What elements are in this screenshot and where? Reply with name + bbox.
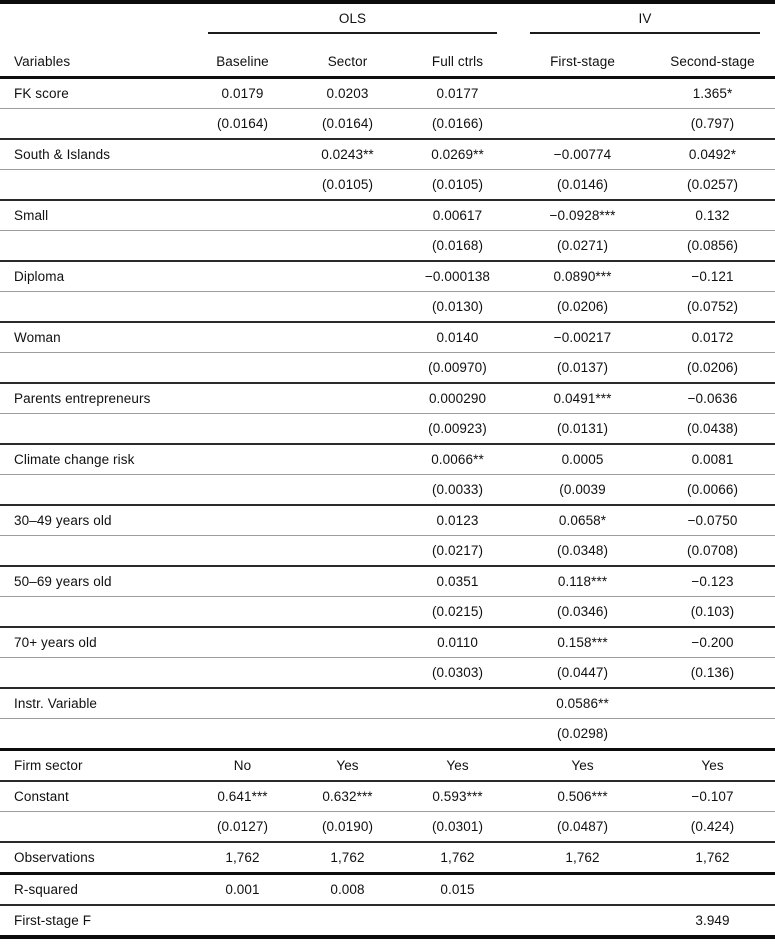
- cell: 0.632***: [295, 781, 400, 812]
- row-label: [0, 597, 190, 628]
- column-group-iv-label: IV: [638, 11, 652, 26]
- cell: [190, 688, 295, 719]
- row-label: First-stage F: [0, 905, 190, 937]
- cell: [295, 231, 400, 262]
- col-header-second-stage: Second-stage: [650, 46, 775, 78]
- cell: 0.0110: [400, 627, 515, 658]
- row-label: Constant: [0, 781, 190, 812]
- cell: [515, 78, 650, 109]
- table-row-observations: [0, 842, 775, 874]
- table-row-se: [0, 231, 775, 262]
- cell: [190, 658, 295, 689]
- table-row-climate-change-risk: [0, 444, 775, 475]
- table-row-small: [0, 200, 775, 231]
- cell: (0.0066): [650, 475, 775, 506]
- cell: [400, 719, 515, 750]
- row-label: Instr. Variable: [0, 688, 190, 719]
- row-label: [0, 109, 190, 140]
- cell: 0.0890***: [515, 261, 650, 292]
- cell: −0.200: [650, 627, 775, 658]
- cell: (0.0257): [650, 170, 775, 201]
- cell: 0.0269**: [400, 139, 515, 170]
- cell: −0.0636: [650, 383, 775, 414]
- table-row-30-49-years-old: [0, 505, 775, 536]
- row-label: [0, 536, 190, 567]
- cell: 1,762: [295, 842, 400, 874]
- cell: 3.949: [650, 905, 775, 937]
- column-group-iv-rule: [530, 32, 760, 34]
- cell: [190, 292, 295, 323]
- cell: (0.0168): [400, 231, 515, 262]
- row-label: South & Islands: [0, 139, 190, 170]
- cell: (0.0217): [400, 536, 515, 567]
- cell: (0.103): [650, 597, 775, 628]
- cell: [295, 719, 400, 750]
- cell: (0.0438): [650, 414, 775, 445]
- row-label: [0, 353, 190, 384]
- table-row-instr-variable: [0, 688, 775, 719]
- cell: [295, 475, 400, 506]
- column-group-ols-rule: [208, 32, 497, 34]
- cell: 0.132: [650, 200, 775, 231]
- cell: [190, 905, 295, 937]
- row-label: 30–49 years old: [0, 505, 190, 536]
- cell: (0.0164): [190, 109, 295, 140]
- col-header-first-stage: First-stage: [515, 46, 650, 78]
- spanner-spacer-cell: [0, 2, 190, 46]
- cell: 0.0066**: [400, 444, 515, 475]
- cell: −0.0928***: [515, 200, 650, 231]
- cell: [295, 566, 400, 597]
- cell: 0.001: [190, 874, 295, 906]
- cell: (0.0146): [515, 170, 650, 201]
- cell: 0.158***: [515, 627, 650, 658]
- table-row-south-islands: [0, 139, 775, 170]
- cell: [650, 874, 775, 906]
- cell: [295, 688, 400, 719]
- cell: (0.0137): [515, 353, 650, 384]
- cell: [295, 414, 400, 445]
- row-label: Climate change risk: [0, 444, 190, 475]
- column-group-ols: [190, 2, 515, 46]
- row-label: Woman: [0, 322, 190, 353]
- cell: [190, 322, 295, 353]
- cell: 0.118***: [515, 566, 650, 597]
- cell: (0.0487): [515, 812, 650, 843]
- cell: [190, 414, 295, 445]
- cell: (0.0346): [515, 597, 650, 628]
- table-body: [0, 78, 775, 938]
- row-label: [0, 414, 190, 445]
- column-group-header-row: [0, 2, 775, 46]
- row-label: [0, 812, 190, 843]
- table-row-se: [0, 719, 775, 750]
- cell: [515, 874, 650, 906]
- cell: [295, 444, 400, 475]
- column-group-ols-label: OLS: [338, 11, 367, 26]
- table-row-first-stage-f: [0, 905, 775, 937]
- cell: 0.0491***: [515, 383, 650, 414]
- cell: [295, 292, 400, 323]
- cell: (0.0105): [400, 170, 515, 201]
- row-label: [0, 170, 190, 201]
- cell: 0.0179: [190, 78, 295, 109]
- cell: −0.121: [650, 261, 775, 292]
- cell: −0.00774: [515, 139, 650, 170]
- cell: 0.0172: [650, 322, 775, 353]
- cell: 0.008: [295, 874, 400, 906]
- cell: [190, 139, 295, 170]
- cell: (0.0127): [190, 812, 295, 843]
- cell: [190, 231, 295, 262]
- row-label: Diploma: [0, 261, 190, 292]
- cell: [295, 536, 400, 567]
- cell: [190, 627, 295, 658]
- row-label: 70+ years old: [0, 627, 190, 658]
- cell: 0.0140: [400, 322, 515, 353]
- table-row-se: [0, 475, 775, 506]
- table-row-constant: [0, 781, 775, 812]
- cell: [650, 719, 775, 750]
- cell: [650, 688, 775, 719]
- table-row-se: [0, 170, 775, 201]
- cell: (0.0215): [400, 597, 515, 628]
- cell: (0.0271): [515, 231, 650, 262]
- cell: 0.593***: [400, 781, 515, 812]
- table-row-parents-entrepreneurs: [0, 383, 775, 414]
- cell: [295, 353, 400, 384]
- cell: (0.0206): [650, 353, 775, 384]
- col-header-baseline: Baseline: [190, 46, 295, 78]
- cell: [190, 170, 295, 201]
- table-row-se: [0, 292, 775, 323]
- cell: No: [190, 750, 295, 782]
- cell: [295, 383, 400, 414]
- cell: (0.0752): [650, 292, 775, 323]
- cell: (0.797): [650, 109, 775, 140]
- cell: [295, 505, 400, 536]
- cell: 0.000290: [400, 383, 515, 414]
- cell: (0.0039: [515, 475, 650, 506]
- cell: −0.107: [650, 781, 775, 812]
- cell: [190, 383, 295, 414]
- table-row-50-69-years-old: [0, 566, 775, 597]
- cell: Yes: [515, 750, 650, 782]
- cell: [190, 536, 295, 567]
- cell: [295, 200, 400, 231]
- cell: 0.015: [400, 874, 515, 906]
- table-row-firm-sector: [0, 750, 775, 782]
- column-group-iv: [515, 2, 775, 46]
- cell: 0.0177: [400, 78, 515, 109]
- cell: 1.365*: [650, 78, 775, 109]
- cell: (0.0130): [400, 292, 515, 323]
- cell: [190, 200, 295, 231]
- cell: (0.0033): [400, 475, 515, 506]
- table-row-70-years-old: [0, 627, 775, 658]
- cell: 1,762: [190, 842, 295, 874]
- table-header: [0, 2, 775, 78]
- table-row-se: [0, 658, 775, 689]
- cell: Yes: [400, 750, 515, 782]
- cell: [190, 566, 295, 597]
- cell: [295, 658, 400, 689]
- table-row-r-squared: [0, 874, 775, 906]
- cell: (0.0190): [295, 812, 400, 843]
- cell: [190, 444, 295, 475]
- row-label: [0, 719, 190, 750]
- table-row-se: [0, 414, 775, 445]
- cell: (0.0447): [515, 658, 650, 689]
- table-row-se: [0, 812, 775, 843]
- column-header-row: [0, 46, 775, 78]
- table-row-diploma: [0, 261, 775, 292]
- cell: 0.641***: [190, 781, 295, 812]
- cell: 0.0005: [515, 444, 650, 475]
- cell: Yes: [295, 750, 400, 782]
- cell: 0.0243**: [295, 139, 400, 170]
- cell: 0.0658*: [515, 505, 650, 536]
- row-label: [0, 292, 190, 323]
- cell: [190, 597, 295, 628]
- cell: (0.00923): [400, 414, 515, 445]
- cell: (0.0206): [515, 292, 650, 323]
- cell: (0.424): [650, 812, 775, 843]
- table-row-fk-score: [0, 78, 775, 109]
- cell: [295, 261, 400, 292]
- cell: (0.0166): [400, 109, 515, 140]
- cell: −0.00217: [515, 322, 650, 353]
- cell: 1,762: [515, 842, 650, 874]
- cell: [190, 261, 295, 292]
- cell: [190, 353, 295, 384]
- row-label: Observations: [0, 842, 190, 874]
- cell: (0.00970): [400, 353, 515, 384]
- cell: (0.0856): [650, 231, 775, 262]
- cell: [400, 905, 515, 937]
- cell: [295, 627, 400, 658]
- row-label: Firm sector: [0, 750, 190, 782]
- table-row-se: [0, 597, 775, 628]
- row-label: R-squared: [0, 874, 190, 906]
- cell: (0.0105): [295, 170, 400, 201]
- cell: [295, 905, 400, 937]
- row-label: [0, 231, 190, 262]
- cell: [190, 719, 295, 750]
- cell: (0.136): [650, 658, 775, 689]
- cell: (0.0164): [295, 109, 400, 140]
- cell: [295, 597, 400, 628]
- cell: 1,762: [650, 842, 775, 874]
- cell: 0.0586**: [515, 688, 650, 719]
- cell: [515, 109, 650, 140]
- cell: (0.0298): [515, 719, 650, 750]
- cell: (0.0131): [515, 414, 650, 445]
- cell: 1,762: [400, 842, 515, 874]
- table-row-se: [0, 109, 775, 140]
- cell: (0.0348): [515, 536, 650, 567]
- table-row-se: [0, 353, 775, 384]
- table-row-woman: [0, 322, 775, 353]
- table-row-se: [0, 536, 775, 567]
- cell: −0.000138: [400, 261, 515, 292]
- row-label: [0, 475, 190, 506]
- cell: (0.0708): [650, 536, 775, 567]
- row-label: [0, 658, 190, 689]
- cell: 0.00617: [400, 200, 515, 231]
- col-header-full-ctrls: Full ctrls: [400, 46, 515, 78]
- cell: [190, 505, 295, 536]
- row-label: 50–69 years old: [0, 566, 190, 597]
- cell: Yes: [650, 750, 775, 782]
- cell: [400, 688, 515, 719]
- cell: 0.0123: [400, 505, 515, 536]
- col-header-sector: Sector: [295, 46, 400, 78]
- cell: 0.0492*: [650, 139, 775, 170]
- cell: 0.0203: [295, 78, 400, 109]
- row-label: FK score: [0, 78, 190, 109]
- row-label: Small: [0, 200, 190, 231]
- cell: (0.0301): [400, 812, 515, 843]
- cell: −0.123: [650, 566, 775, 597]
- cell: [515, 905, 650, 937]
- cell: 0.0081: [650, 444, 775, 475]
- cell: −0.0750: [650, 505, 775, 536]
- cell: (0.0303): [400, 658, 515, 689]
- cell: [190, 475, 295, 506]
- cell: [295, 322, 400, 353]
- cell: 0.0351: [400, 566, 515, 597]
- cell: 0.506***: [515, 781, 650, 812]
- row-label: Parents entrepreneurs: [0, 383, 190, 414]
- col-header-variables: Variables: [0, 46, 190, 78]
